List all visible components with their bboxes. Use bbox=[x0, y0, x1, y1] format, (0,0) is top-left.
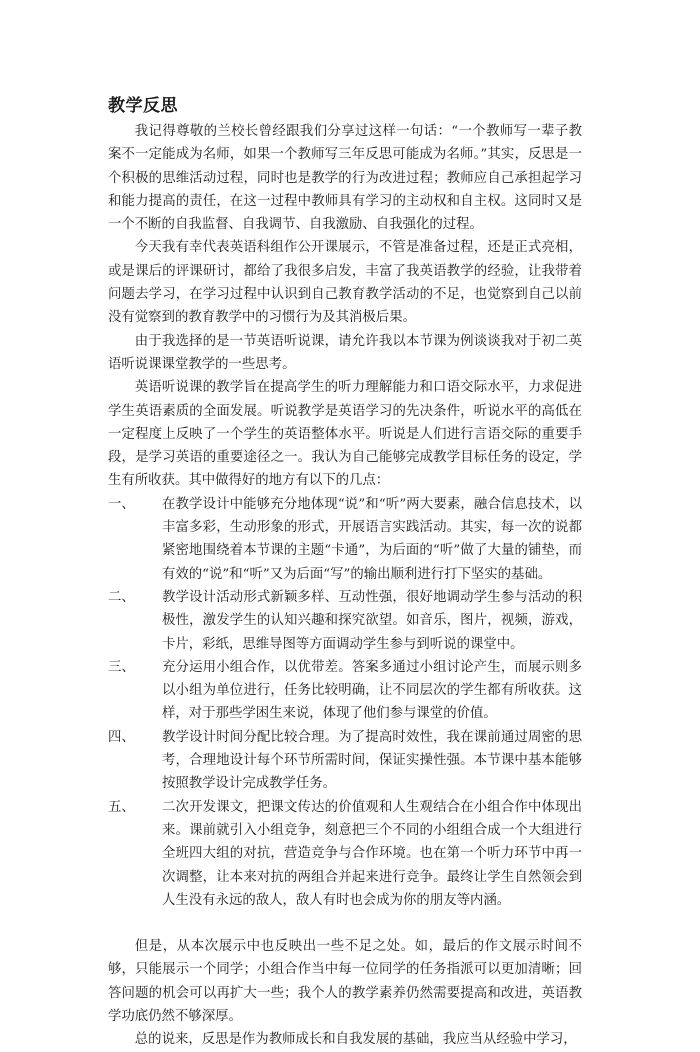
paragraph: 今天我有幸代表英语科组作公开课展示，不管是准备过程，还是正式亮相，或是课后的评课研讨，都给了我很多启发，丰富了我英语教学的经验，让我带着问题去学习，在学习过程中认识到自己教育教学活动的不足，也觉察到自己以前没有觉察到的教育教学中的习惯行为及其消极后果。 bbox=[108, 240, 582, 326]
list-item-number: 一、 bbox=[108, 496, 135, 512]
paragraph: 由于我选择的是一节英语听说课，请允许我以本节课为例谈谈我对于初二英语听说课课堂教学的一些思考。 bbox=[108, 333, 582, 372]
paragraph: 我记得尊敬的兰校长曾经跟我们分享过这样一句话：“一个教师写一辈子教案不一定能成为名师，如果一个教师写三年反思可能成为名师。”其实，反思是一个积极的思维活动过程，同时也是教学的行为改进过程；教师应自己承担起学习和能力提高的责任，在这一过程中教师具有学习的主动权和自主权。这同时又是一个不断的自我监督、自我调节、自我激励、自我强化的过程。 bbox=[108, 124, 582, 233]
list-item bbox=[108, 726, 582, 796]
paragraph: 但是，从本次展示中也反映出一些不足之处。如，最后的作文展示时间不够，只能展示一个同学；小组合作当中每一位同学的任务指派可以更加清晰；回答问题的机会可以再扩大一些；我个人的教学素养仍然需要提高和改进，英语教学功底仍然不够深厚。 bbox=[108, 939, 582, 1024]
list-item bbox=[108, 656, 582, 726]
paragraph: 总的说来，反思是作为教师成长和自我发展的基础，我应当从经验中学习， bbox=[134, 1032, 577, 1048]
list-item-text: 教学设计活动形式新颖多样、互动性强，很好地调动学生参与活动的积极性，激发学生的认知兴趣和探究欲望。如音乐，图片，视频，游戏，卡片，彩纸，思维导图等方面调动学生参与到听说的课堂中。 bbox=[162, 589, 582, 652]
list-item bbox=[108, 586, 582, 656]
list-item-text: 二次开发课文，把课文传达的价值观和人生观结合在小组合作中体现出来。课前就引入小组竞争，刻意把三个不同的小组组合成一个大组进行全班四大组的对抗，营造竞争与合作环境。也在第一个听力环节中再一次调整，让本来对抗的两组合并起来进行竞争。最终让学生自然领会到人生没有永远的敌人，敌人有时也会成为你的朋友等内涵。 bbox=[162, 799, 582, 908]
document-title: 教学反思 bbox=[108, 96, 178, 116]
list-item-number: 二、 bbox=[108, 589, 135, 605]
list-item-text: 在教学设计中能够充分地体现“说”和“听”两大要素，融合信息技术，以丰富多彩，生动形象的形式，开展语言实践活动。其实，每一次的说都紧密地围绕着本节课的主题“卡通”，为后面的“听”做了大量的铺垫，而有效的“说”和“听”又为后面“写”的输出顺利进行打下坚实的基础。 bbox=[162, 496, 582, 582]
paragraph-gap bbox=[108, 912, 582, 935]
list-item-text: 充分运用小组合作，以优带差。答案多通过小组讨论产生，而展示则多以小组为单位进行，任务比较明确，让不同层次的学生都有所收获。这样，对于那些学困生来说，体现了他们参与课堂的价值。 bbox=[162, 659, 582, 722]
list-item bbox=[108, 796, 582, 912]
list-item-text: 教学设计时间分配比较合理。为了提高时效性，我在课前通过周密的思考，合理地设计每个环节所需时间，保证实操性强。本节课中基本能够按照教学设计完成教学任务。 bbox=[162, 729, 582, 792]
list-item-number: 五、 bbox=[108, 799, 135, 815]
list-item-number: 三、 bbox=[108, 659, 135, 675]
list-item-number: 四、 bbox=[108, 729, 135, 745]
list-item bbox=[108, 493, 582, 586]
strengths-list bbox=[108, 493, 582, 912]
paragraph: 英语听说课的教学旨在提高学生的听力理解能力和口语交际水平，力求促进学生英语素质的全面发展。听说教学是英语学习的先决条件，听说水平的高低在一定程度上反映了一个学生的英语整体水平。听说是人们进行言语交际的重要手段，是学习英语的重要途径之一。我认为自己能够完成教学目标任务的设定，学生有所收获。其中做得好的地方有以下的几点： bbox=[108, 380, 582, 489]
